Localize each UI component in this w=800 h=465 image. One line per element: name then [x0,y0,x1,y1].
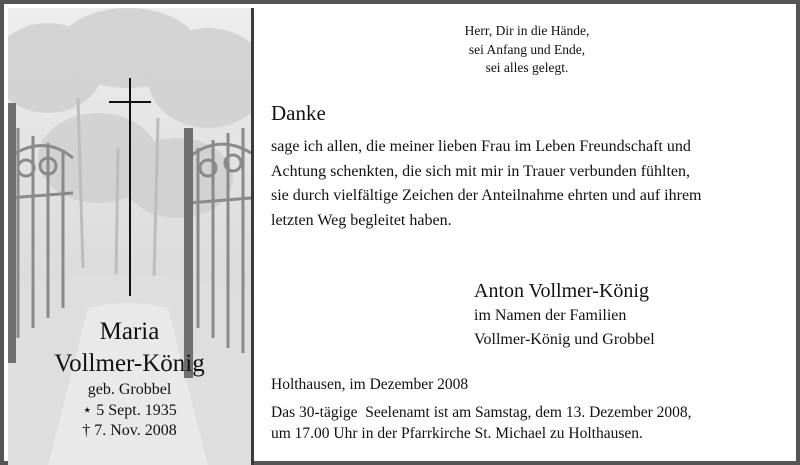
birth-date: ⋆ 5 Sept. 1935 [82,401,177,419]
quote-line: sei alles gelegt. [485,60,569,75]
thanks-line: sage ich allen, die meiner lieben Frau im Leben Freundschaft und [271,138,691,155]
deceased-first-name: Maria [99,318,160,345]
signer-families: Vollmer-König und Grobbel [474,331,655,348]
deceased-last-name: Vollmer-König [54,350,205,377]
quote-line: Herr, Dir in die Hände, [464,23,590,38]
signature-block [474,278,655,352]
thanks-line: letzten Weg begleitet haben. [271,211,452,229]
place-date: Holthausen, im Dezember 2008 [271,376,469,393]
thanks-line: sie durch vielfältige Zeichen der Anteilnahme ehrten und auf ihrem [271,187,702,204]
thanks-line: Achtung schenkten, die sich mit mir in Trauer verbunden fühlten, [271,162,691,180]
memorial-image-panel [8,8,254,465]
thanks-heading: Danke [271,101,326,125]
bible-quote [254,22,800,78]
mass-info-line: um 17.00 Uhr in der Pfarrkirche St. Michael zu Holthausen. [271,425,643,442]
birth-name: geb. Grobbel [87,381,172,398]
thanks-message [271,135,791,233]
signer-family-line: im Namen der Familien [474,307,627,324]
signer-name: Anton Vollmer-König [474,280,649,302]
death-date: † 7. Nov. 2008 [82,422,177,439]
requiem-mass-info [271,402,692,444]
quote-line: sei Anfang und Ende, [468,41,586,57]
deceased-info [8,316,251,442]
text-panel [254,8,800,465]
cross-icon-bar [109,101,151,103]
cross-icon [129,78,131,296]
mass-info-line: Das 30-tägige Seelenamt ist am Samstag, dem 13. Dezember 2008, [271,404,692,421]
